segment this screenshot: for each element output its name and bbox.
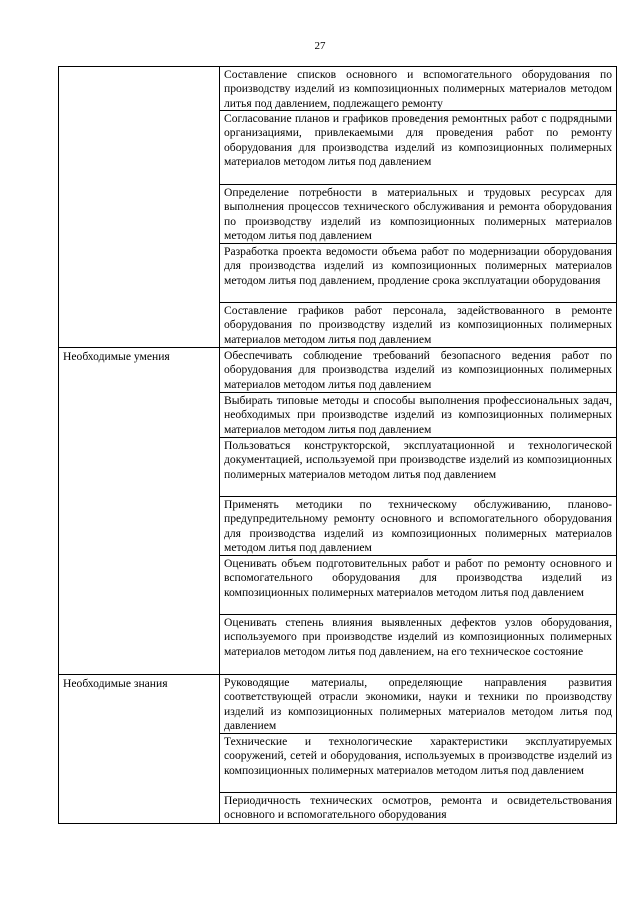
- table-cell: Выбирать типовые методы и способы выполнения профессиональных задач, необходимых при производстве изделий из композиционных полимерных материалов методом литья под давлением: [220, 392, 616, 437]
- row-items: [220, 348, 617, 675]
- table-cell: Составление списков основного и вспомогательного оборудования по производству изделий из композиционных полимерных материалов методом литья под давлением, подлежащего ремонту: [224, 68, 612, 110]
- table-cell: Пользоваться конструкторской, эксплуатационной и технологической документацией, используемой при производстве изделий из композиционных полимерных материалов методом литья под давлением: [220, 437, 616, 496]
- row-category: [59, 67, 220, 348]
- table-cell: Оценивать степень влияния выявленных дефектов узлов оборудования, используемого при производстве изделий из композиционных полимерных материалов методом литья под давлением, на его техническое состояние: [220, 614, 616, 674]
- table-cell: Применять методики по техническому обслуживанию, планово-предупредительному ремонту основного и вспомогательного оборудования для производства изделий из композиционных полимерных материалов методом литья под давлением: [220, 496, 616, 555]
- table-cell: Оценивать объем подготовительных работ и работ по ремонту основного и вспомогательного оборудования для производства изделий из композиционных полимерных материалов методом литья под давлением: [220, 555, 616, 614]
- row-items: [220, 675, 617, 824]
- row-category-skills: Необходимые умения: [59, 348, 220, 675]
- row-category-knowledge: Необходимые знания: [59, 675, 220, 824]
- page-number: 27: [314, 40, 326, 52]
- table-cell: Технические и технологические характеристики эксплуатируемых сооружений, сетей и оборудования, используемых в производстве изделий из композиционных полимерных материалов методом литья под давлением: [220, 733, 616, 792]
- table-row-labor-actions: [59, 67, 617, 348]
- table-cell: Определение потребности в материальных и трудовых ресурсах для выполнения процессов технического обслуживания и ремонта оборудования по производству изделий из композиционных полимерных материалов методом литья под давлением: [220, 184, 616, 243]
- row-items: [220, 67, 617, 348]
- table-cell: Составление графиков работ персонала, задействованного в ремонте оборудования по производству изделий из композиционных полимерных материалов методом литья под давлением: [220, 302, 616, 347]
- table-cell: Руководящие материалы, определяющие направления развития соответствующей отрасли экономики, науки и техники по производству изделий из композиционных полимерных материалов методом литья под давлением: [224, 676, 612, 732]
- table-cell: Обеспечивать соблюдение требований безопасного ведения работ по оборудования для производства изделий из композиционных полимерных материалов методом литья под давлением: [224, 349, 612, 391]
- competency-table: [58, 66, 617, 824]
- table-cell: Разработка проекта ведомости объема работ по модернизации оборудования для производства изделий из композиционных полимерных материалов методом литья под давлением, продление срока эксплуатации оборудования: [220, 243, 616, 302]
- table-row-knowledge: [59, 675, 617, 824]
- table-cell: Периодичность технических осмотров, ремонта и освидетельствования основного и вспомогательного оборудования: [220, 792, 616, 823]
- table-row-skills: [59, 348, 617, 675]
- table-cell: Согласование планов и графиков проведения ремонтных работ с подрядными организациями, привлекаемыми для проведения работ по ремонту оборудования для производства изделий из композиционных полимерных материалов методом литья под давлением: [220, 110, 616, 184]
